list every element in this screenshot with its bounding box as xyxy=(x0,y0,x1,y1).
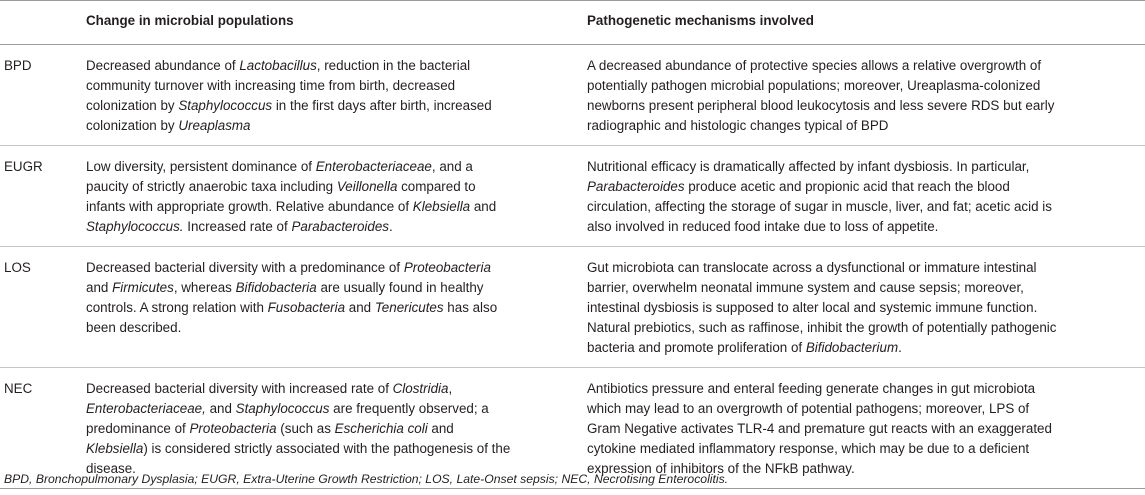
italic-taxon: Proteobacteria xyxy=(189,421,277,436)
table-row xyxy=(0,368,1145,489)
italic-taxon: Firmicutes xyxy=(112,280,174,295)
italic-taxon: Lactobacillus xyxy=(239,58,317,73)
italic-taxon: Staphylococcus xyxy=(235,401,330,416)
italic-taxon: Ureaplasma xyxy=(178,118,251,133)
italic-taxon: Clostridia xyxy=(392,381,449,396)
row-abbreviation: EUGR xyxy=(4,159,43,174)
row-abbreviation: LOS xyxy=(4,260,31,275)
row-change-in-microbial-populations: Low diversity, persistent dominance of Enterobacteriaceae, and a paucity of strictly anaerobic taxa including Veillonella compared to infants with appropriate growth. Relative abundance of Klebsiella and Staphylococcus. Increased rate of Parabacteroides. xyxy=(86,159,497,234)
italic-taxon: Proteobacteria xyxy=(403,260,491,275)
table-row xyxy=(0,45,1145,146)
table-footnote: BPD, Bronchopulmonary Dysplasia; EUGR, Extra-Uterine Growth Restriction; LOS, Late-Onset sepsis; NEC, Necrotising Enterocolitis. xyxy=(4,472,729,486)
header-abbreviation xyxy=(0,1,86,45)
row-pathogenetic-mechanisms: Gut microbiota can translocate across a dysfunctional or immature intestinal barrier, overwhelm neonatal immune system and cause sepsis; moreover, intestinal dysbiosis is supposed to alter local and systemic immune function. Natural prebiotics, such as raffinose, inhibit the growth of potentially pathogenic bacteria and promote proliferation of Bifidobacterium. xyxy=(587,260,1057,355)
row-abbreviation: NEC xyxy=(4,381,33,396)
italic-taxon: Fusobacteria xyxy=(267,300,346,315)
header-pathogenetic-mechanisms: Pathogenetic mechanisms involved xyxy=(587,1,1145,45)
italic-taxon: Bifidobacterium xyxy=(805,340,899,355)
italic-taxon: Staphylococcus. xyxy=(86,219,184,234)
italic-taxon: Enterobacteriaceae xyxy=(315,159,432,174)
row-pathogenetic-mechanisms: Antibiotics pressure and enteral feeding generate changes in gut microbiota which may lead to an overgrowth of potential pathogens; moreover, LPS of Gram Negative activates TLR-4 and premature gut reacts with an exaggerated cytokine mediated inflammatory response, which may be due to a deficient expression of inhibitors of the NFkB pathway. xyxy=(587,381,1052,476)
table-row xyxy=(0,247,1145,368)
row-pathogenetic-mechanisms: Nutritional efficacy is dramatically affected by infant dysbiosis. In particular, Parabacteroides produce acetic and propionic acid that reach the blood circulation, affecting the storage of sugar in muscle, liver, and fat; acetic acid is also involved in reduced food intake due to loss of appetite. xyxy=(587,159,1052,234)
italic-taxon: Enterobacteriaceae, xyxy=(86,401,206,416)
table-row xyxy=(0,146,1145,247)
italic-taxon: Bifidobacteria xyxy=(235,280,317,295)
italic-taxon: Veillonella xyxy=(336,179,398,194)
italic-taxon: Parabacteroides xyxy=(291,219,389,234)
italic-taxon: Parabacteroides xyxy=(587,179,685,194)
italic-taxon: Escherichia coli xyxy=(334,421,428,436)
italic-taxon: Staphylococcus xyxy=(178,98,273,113)
row-pathogenetic-mechanisms: A decreased abundance of protective species allows a relative overgrowth of potentially pathogen microbial populations; moreover, Ureaplasma-colonized newborns present peripheral blood leukocytosis and less severe RDS but early radiographic and histologic changes typical of BPD xyxy=(587,58,1055,133)
row-abbreviation: BPD xyxy=(4,58,32,73)
row-change-in-microbial-populations: Decreased bacterial diversity with a predominance of Proteobacteria and Firmicutes, whereas Bifidobacteria are usually found in healthy controls. A strong relation with Fusobacteria and Tenericutes has also been described. xyxy=(86,260,498,335)
header-row xyxy=(0,1,1145,45)
italic-taxon: Klebsiella xyxy=(86,441,144,456)
header-change-in-microbial-populations: Change in microbial populations xyxy=(86,1,587,45)
row-change-in-microbial-populations: Decreased bacterial diversity with increased rate of Clostridia, Enterobacteriaceae, and Staphylococcus are frequently observed; a predominance of Proteobacteria (such as Escherichia coli and Klebsiella) is considered strictly associated with the pathogenesis of the disease. xyxy=(86,381,511,476)
italic-taxon: Klebsiella xyxy=(412,199,471,214)
italic-taxon: Tenericutes xyxy=(374,300,444,315)
row-change-in-microbial-populations: Decreased abundance of Lactobacillus, reduction in the bacterial community turnover with increasing time from birth, decreased colonization by Staphylococcus in the first days after birth, increased colonization by Ureaplasma xyxy=(86,58,492,133)
